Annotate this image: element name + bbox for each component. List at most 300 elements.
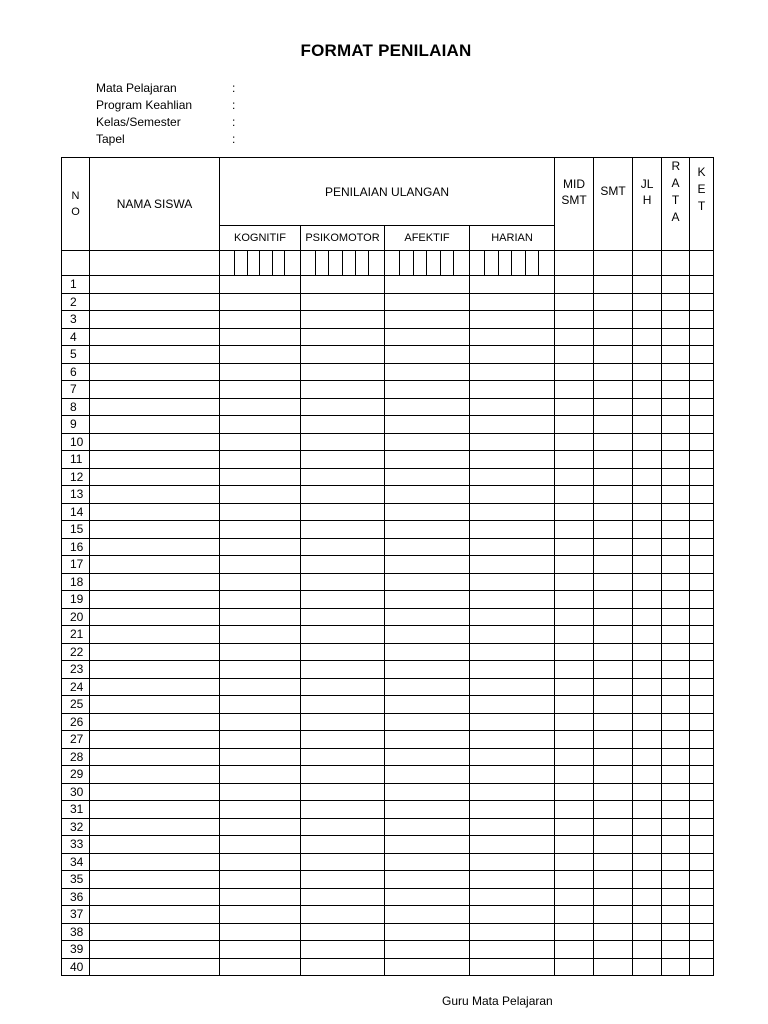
entry-cell[interactable]	[662, 853, 690, 871]
entry-cell[interactable]	[555, 451, 594, 469]
entry-cell[interactable]	[220, 293, 301, 311]
entry-cell[interactable]	[301, 328, 385, 346]
entry-cell[interactable]	[470, 923, 555, 941]
entry-cell[interactable]	[385, 556, 470, 574]
entry-cell[interactable]	[594, 661, 633, 679]
entry-cell[interactable]	[470, 801, 555, 819]
entry-cell[interactable]	[385, 328, 470, 346]
entry-cell[interactable]	[690, 468, 714, 486]
entry-cell[interactable]	[90, 888, 220, 906]
entry-cell[interactable]	[662, 433, 690, 451]
entry-cell[interactable]	[385, 398, 470, 416]
entry-cell[interactable]	[220, 766, 301, 784]
entry-cell[interactable]	[594, 433, 633, 451]
entry-cell[interactable]	[470, 678, 555, 696]
entry-cell[interactable]	[555, 363, 594, 381]
entry-cell[interactable]	[662, 276, 690, 294]
entry-cell[interactable]	[594, 696, 633, 714]
entry-cell[interactable]	[220, 888, 301, 906]
entry-cell[interactable]	[90, 818, 220, 836]
entry-cell[interactable]	[470, 293, 555, 311]
entry-cell[interactable]	[690, 556, 714, 574]
entry-cell[interactable]	[301, 398, 385, 416]
entry-cell[interactable]	[690, 451, 714, 469]
entry-cell[interactable]	[555, 398, 594, 416]
entry-cell[interactable]	[555, 328, 594, 346]
entry-cell[interactable]	[301, 451, 385, 469]
entry-cell[interactable]	[555, 381, 594, 399]
entry-cell[interactable]	[633, 871, 662, 889]
entry-cell[interactable]	[90, 766, 220, 784]
entry-cell[interactable]	[220, 276, 301, 294]
entry-cell[interactable]	[470, 818, 555, 836]
entry-cell[interactable]	[662, 713, 690, 731]
entry-cell[interactable]	[90, 696, 220, 714]
entry-cell[interactable]	[220, 538, 301, 556]
entry-cell[interactable]	[594, 748, 633, 766]
entry-cell[interactable]	[690, 591, 714, 609]
entry-cell[interactable]	[633, 783, 662, 801]
entry-cell[interactable]	[220, 591, 301, 609]
entry-cell[interactable]	[301, 486, 385, 504]
entry-cell[interactable]	[301, 416, 385, 434]
entry-cell[interactable]	[301, 923, 385, 941]
entry-cell[interactable]	[385, 801, 470, 819]
entry-cell[interactable]	[470, 346, 555, 364]
entry-cell[interactable]	[385, 871, 470, 889]
entry-cell[interactable]	[633, 346, 662, 364]
entry-cell[interactable]	[385, 626, 470, 644]
entry-cell[interactable]	[633, 608, 662, 626]
entry-cell[interactable]	[220, 556, 301, 574]
entry-cell[interactable]	[690, 678, 714, 696]
entry-cell[interactable]	[633, 906, 662, 924]
entry-cell[interactable]	[301, 958, 385, 976]
entry-cell[interactable]	[470, 381, 555, 399]
entry-cell[interactable]	[470, 626, 555, 644]
entry-cell[interactable]	[470, 468, 555, 486]
entry-cell[interactable]	[385, 573, 470, 591]
entry-cell[interactable]	[662, 538, 690, 556]
entry-cell[interactable]	[385, 818, 470, 836]
entry-cell[interactable]	[633, 416, 662, 434]
entry-cell[interactable]	[385, 608, 470, 626]
entry-cell[interactable]	[220, 818, 301, 836]
entry-cell[interactable]	[470, 398, 555, 416]
entry-cell[interactable]	[301, 678, 385, 696]
entry-cell[interactable]	[90, 468, 220, 486]
entry-cell[interactable]	[220, 433, 301, 451]
entry-cell[interactable]	[301, 276, 385, 294]
entry-cell[interactable]	[690, 888, 714, 906]
entry-cell[interactable]	[690, 713, 714, 731]
entry-cell[interactable]	[690, 398, 714, 416]
entry-cell[interactable]	[220, 871, 301, 889]
entry-cell[interactable]	[90, 643, 220, 661]
entry-cell[interactable]	[220, 958, 301, 976]
entry-cell[interactable]	[301, 643, 385, 661]
entry-cell[interactable]	[220, 678, 301, 696]
entry-cell[interactable]	[90, 591, 220, 609]
entry-cell[interactable]	[555, 731, 594, 749]
entry-cell[interactable]	[690, 783, 714, 801]
entry-cell[interactable]	[633, 923, 662, 941]
entry-cell[interactable]	[470, 591, 555, 609]
entry-cell[interactable]	[470, 503, 555, 521]
entry-cell[interactable]	[385, 941, 470, 959]
entry-cell[interactable]	[662, 958, 690, 976]
entry-cell[interactable]	[220, 836, 301, 854]
entry-cell[interactable]	[555, 538, 594, 556]
entry-cell[interactable]	[662, 486, 690, 504]
entry-cell[interactable]	[633, 748, 662, 766]
entry-cell[interactable]	[90, 748, 220, 766]
entry-cell[interactable]	[90, 608, 220, 626]
entry-cell[interactable]	[662, 363, 690, 381]
entry-cell[interactable]	[555, 678, 594, 696]
entry-cell[interactable]	[594, 783, 633, 801]
entry-cell[interactable]	[385, 276, 470, 294]
entry-cell[interactable]	[90, 293, 220, 311]
entry-cell[interactable]	[220, 941, 301, 959]
entry-cell[interactable]	[385, 731, 470, 749]
entry-cell[interactable]	[470, 363, 555, 381]
entry-cell[interactable]	[220, 468, 301, 486]
entry-cell[interactable]	[690, 906, 714, 924]
entry-cell[interactable]	[662, 871, 690, 889]
entry-cell[interactable]	[662, 906, 690, 924]
entry-cell[interactable]	[594, 556, 633, 574]
entry-cell[interactable]	[633, 941, 662, 959]
entry-cell[interactable]	[470, 853, 555, 871]
entry-cell[interactable]	[90, 731, 220, 749]
entry-cell[interactable]	[385, 521, 470, 539]
entry-cell[interactable]	[470, 766, 555, 784]
entry-cell[interactable]	[220, 346, 301, 364]
entry-cell[interactable]	[470, 521, 555, 539]
entry-cell[interactable]	[690, 871, 714, 889]
entry-cell[interactable]	[690, 643, 714, 661]
entry-cell[interactable]	[301, 766, 385, 784]
entry-cell[interactable]	[662, 748, 690, 766]
entry-cell[interactable]	[220, 853, 301, 871]
entry-cell[interactable]	[555, 433, 594, 451]
entry-cell[interactable]	[220, 503, 301, 521]
entry-cell[interactable]	[555, 293, 594, 311]
entry-cell[interactable]	[220, 363, 301, 381]
entry-cell[interactable]	[633, 311, 662, 329]
entry-cell[interactable]	[633, 451, 662, 469]
entry-cell[interactable]	[470, 608, 555, 626]
entry-cell[interactable]	[220, 801, 301, 819]
entry-cell[interactable]	[301, 468, 385, 486]
entry-cell[interactable]	[662, 311, 690, 329]
entry-cell[interactable]	[633, 276, 662, 294]
entry-cell[interactable]	[690, 941, 714, 959]
entry-cell[interactable]	[301, 906, 385, 924]
entry-cell[interactable]	[301, 713, 385, 731]
entry-cell[interactable]	[555, 608, 594, 626]
entry-cell[interactable]	[633, 818, 662, 836]
entry-cell[interactable]	[662, 503, 690, 521]
entry-cell[interactable]	[385, 591, 470, 609]
entry-cell[interactable]	[662, 328, 690, 346]
entry-cell[interactable]	[633, 486, 662, 504]
entry-cell[interactable]	[385, 346, 470, 364]
entry-cell[interactable]	[470, 888, 555, 906]
entry-cell[interactable]	[220, 416, 301, 434]
entry-cell[interactable]	[220, 486, 301, 504]
entry-cell[interactable]	[470, 486, 555, 504]
entry-cell[interactable]	[690, 521, 714, 539]
entry-cell[interactable]	[633, 293, 662, 311]
entry-cell[interactable]	[385, 748, 470, 766]
entry-cell[interactable]	[301, 363, 385, 381]
entry-cell[interactable]	[90, 801, 220, 819]
entry-cell[interactable]	[555, 766, 594, 784]
entry-cell[interactable]	[470, 783, 555, 801]
entry-cell[interactable]	[385, 416, 470, 434]
entry-cell[interactable]	[690, 626, 714, 644]
entry-cell[interactable]	[555, 923, 594, 941]
entry-cell[interactable]	[633, 643, 662, 661]
entry-cell[interactable]	[90, 713, 220, 731]
entry-cell[interactable]	[220, 696, 301, 714]
entry-cell[interactable]	[470, 276, 555, 294]
entry-cell[interactable]	[594, 941, 633, 959]
entry-cell[interactable]	[594, 713, 633, 731]
entry-cell[interactable]	[594, 608, 633, 626]
entry-cell[interactable]	[301, 433, 385, 451]
entry-cell[interactable]	[594, 871, 633, 889]
entry-cell[interactable]	[594, 416, 633, 434]
entry-cell[interactable]	[301, 626, 385, 644]
entry-cell[interactable]	[662, 608, 690, 626]
entry-cell[interactable]	[594, 573, 633, 591]
entry-cell[interactable]	[662, 381, 690, 399]
entry-cell[interactable]	[690, 311, 714, 329]
entry-cell[interactable]	[220, 381, 301, 399]
entry-cell[interactable]	[690, 818, 714, 836]
entry-cell[interactable]	[90, 398, 220, 416]
entry-cell[interactable]	[594, 538, 633, 556]
entry-cell[interactable]	[633, 678, 662, 696]
entry-cell[interactable]	[90, 381, 220, 399]
entry-cell[interactable]	[385, 713, 470, 731]
entry-cell[interactable]	[385, 486, 470, 504]
entry-cell[interactable]	[662, 346, 690, 364]
entry-cell[interactable]	[220, 783, 301, 801]
entry-cell[interactable]	[633, 468, 662, 486]
entry-cell[interactable]	[385, 783, 470, 801]
entry-cell[interactable]	[301, 293, 385, 311]
entry-cell[interactable]	[90, 853, 220, 871]
entry-cell[interactable]	[594, 381, 633, 399]
entry-cell[interactable]	[90, 451, 220, 469]
entry-cell[interactable]	[220, 643, 301, 661]
entry-cell[interactable]	[220, 398, 301, 416]
entry-cell[interactable]	[555, 591, 594, 609]
entry-cell[interactable]	[633, 556, 662, 574]
entry-cell[interactable]	[594, 363, 633, 381]
entry-cell[interactable]	[662, 923, 690, 941]
entry-cell[interactable]	[662, 591, 690, 609]
entry-cell[interactable]	[470, 433, 555, 451]
entry-cell[interactable]	[385, 958, 470, 976]
entry-cell[interactable]	[690, 836, 714, 854]
entry-cell[interactable]	[594, 591, 633, 609]
entry-cell[interactable]	[220, 731, 301, 749]
entry-cell[interactable]	[555, 416, 594, 434]
entry-cell[interactable]	[470, 713, 555, 731]
entry-cell[interactable]	[555, 276, 594, 294]
entry-cell[interactable]	[633, 363, 662, 381]
entry-cell[interactable]	[301, 573, 385, 591]
entry-cell[interactable]	[470, 538, 555, 556]
entry-cell[interactable]	[662, 556, 690, 574]
entry-cell[interactable]	[90, 538, 220, 556]
entry-cell[interactable]	[690, 538, 714, 556]
entry-cell[interactable]	[594, 731, 633, 749]
entry-cell[interactable]	[385, 853, 470, 871]
entry-cell[interactable]	[662, 398, 690, 416]
entry-cell[interactable]	[633, 836, 662, 854]
entry-cell[interactable]	[90, 941, 220, 959]
entry-cell[interactable]	[301, 311, 385, 329]
entry-cell[interactable]	[633, 731, 662, 749]
entry-cell[interactable]	[301, 608, 385, 626]
entry-cell[interactable]	[90, 486, 220, 504]
entry-cell[interactable]	[301, 818, 385, 836]
entry-cell[interactable]	[690, 486, 714, 504]
entry-cell[interactable]	[470, 661, 555, 679]
entry-cell[interactable]	[633, 801, 662, 819]
entry-cell[interactable]	[555, 783, 594, 801]
entry-cell[interactable]	[220, 748, 301, 766]
entry-cell[interactable]	[385, 381, 470, 399]
entry-cell[interactable]	[301, 591, 385, 609]
entry-cell[interactable]	[385, 906, 470, 924]
entry-cell[interactable]	[662, 696, 690, 714]
entry-cell[interactable]	[594, 346, 633, 364]
entry-cell[interactable]	[220, 328, 301, 346]
entry-cell[interactable]	[301, 871, 385, 889]
entry-cell[interactable]	[633, 661, 662, 679]
entry-cell[interactable]	[690, 363, 714, 381]
entry-cell[interactable]	[90, 346, 220, 364]
entry-cell[interactable]	[385, 503, 470, 521]
entry-cell[interactable]	[594, 451, 633, 469]
entry-cell[interactable]	[90, 276, 220, 294]
entry-cell[interactable]	[633, 853, 662, 871]
entry-cell[interactable]	[470, 906, 555, 924]
entry-cell[interactable]	[301, 853, 385, 871]
entry-cell[interactable]	[90, 573, 220, 591]
entry-cell[interactable]	[90, 661, 220, 679]
entry-cell[interactable]	[662, 293, 690, 311]
entry-cell[interactable]	[633, 503, 662, 521]
entry-cell[interactable]	[90, 923, 220, 941]
entry-cell[interactable]	[555, 521, 594, 539]
entry-cell[interactable]	[594, 398, 633, 416]
entry-cell[interactable]	[662, 573, 690, 591]
entry-cell[interactable]	[301, 346, 385, 364]
entry-cell[interactable]	[470, 836, 555, 854]
entry-cell[interactable]	[662, 766, 690, 784]
entry-cell[interactable]	[633, 626, 662, 644]
entry-cell[interactable]	[690, 853, 714, 871]
entry-cell[interactable]	[90, 626, 220, 644]
entry-cell[interactable]	[633, 591, 662, 609]
entry-cell[interactable]	[385, 293, 470, 311]
entry-cell[interactable]	[90, 521, 220, 539]
entry-cell[interactable]	[690, 748, 714, 766]
entry-cell[interactable]	[594, 906, 633, 924]
entry-cell[interactable]	[470, 311, 555, 329]
entry-cell[interactable]	[594, 293, 633, 311]
entry-cell[interactable]	[90, 433, 220, 451]
entry-cell[interactable]	[555, 906, 594, 924]
entry-cell[interactable]	[90, 416, 220, 434]
entry-cell[interactable]	[470, 941, 555, 959]
entry-cell[interactable]	[594, 818, 633, 836]
entry-cell[interactable]	[690, 661, 714, 679]
entry-cell[interactable]	[662, 836, 690, 854]
entry-cell[interactable]	[594, 958, 633, 976]
entry-cell[interactable]	[555, 556, 594, 574]
entry-cell[interactable]	[662, 941, 690, 959]
entry-cell[interactable]	[301, 521, 385, 539]
entry-cell[interactable]	[385, 766, 470, 784]
entry-cell[interactable]	[301, 941, 385, 959]
entry-cell[interactable]	[594, 468, 633, 486]
entry-cell[interactable]	[90, 783, 220, 801]
entry-cell[interactable]	[385, 836, 470, 854]
entry-cell[interactable]	[555, 836, 594, 854]
entry-cell[interactable]	[470, 328, 555, 346]
entry-cell[interactable]	[594, 766, 633, 784]
entry-cell[interactable]	[470, 696, 555, 714]
entry-cell[interactable]	[690, 958, 714, 976]
entry-cell[interactable]	[301, 538, 385, 556]
entry-cell[interactable]	[594, 888, 633, 906]
entry-cell[interactable]	[301, 381, 385, 399]
entry-cell[interactable]	[301, 503, 385, 521]
entry-cell[interactable]	[690, 503, 714, 521]
entry-cell[interactable]	[594, 853, 633, 871]
entry-cell[interactable]	[594, 801, 633, 819]
entry-cell[interactable]	[90, 958, 220, 976]
entry-cell[interactable]	[385, 661, 470, 679]
entry-cell[interactable]	[555, 643, 594, 661]
entry-cell[interactable]	[690, 801, 714, 819]
entry-cell[interactable]	[301, 801, 385, 819]
entry-cell[interactable]	[220, 311, 301, 329]
entry-cell[interactable]	[470, 748, 555, 766]
entry-cell[interactable]	[690, 573, 714, 591]
entry-cell[interactable]	[555, 573, 594, 591]
entry-cell[interactable]	[633, 766, 662, 784]
entry-cell[interactable]	[555, 486, 594, 504]
entry-cell[interactable]	[301, 748, 385, 766]
entry-cell[interactable]	[220, 521, 301, 539]
entry-cell[interactable]	[690, 696, 714, 714]
entry-cell[interactable]	[662, 678, 690, 696]
entry-cell[interactable]	[555, 626, 594, 644]
entry-cell[interactable]	[385, 468, 470, 486]
entry-cell[interactable]	[90, 836, 220, 854]
entry-cell[interactable]	[470, 573, 555, 591]
